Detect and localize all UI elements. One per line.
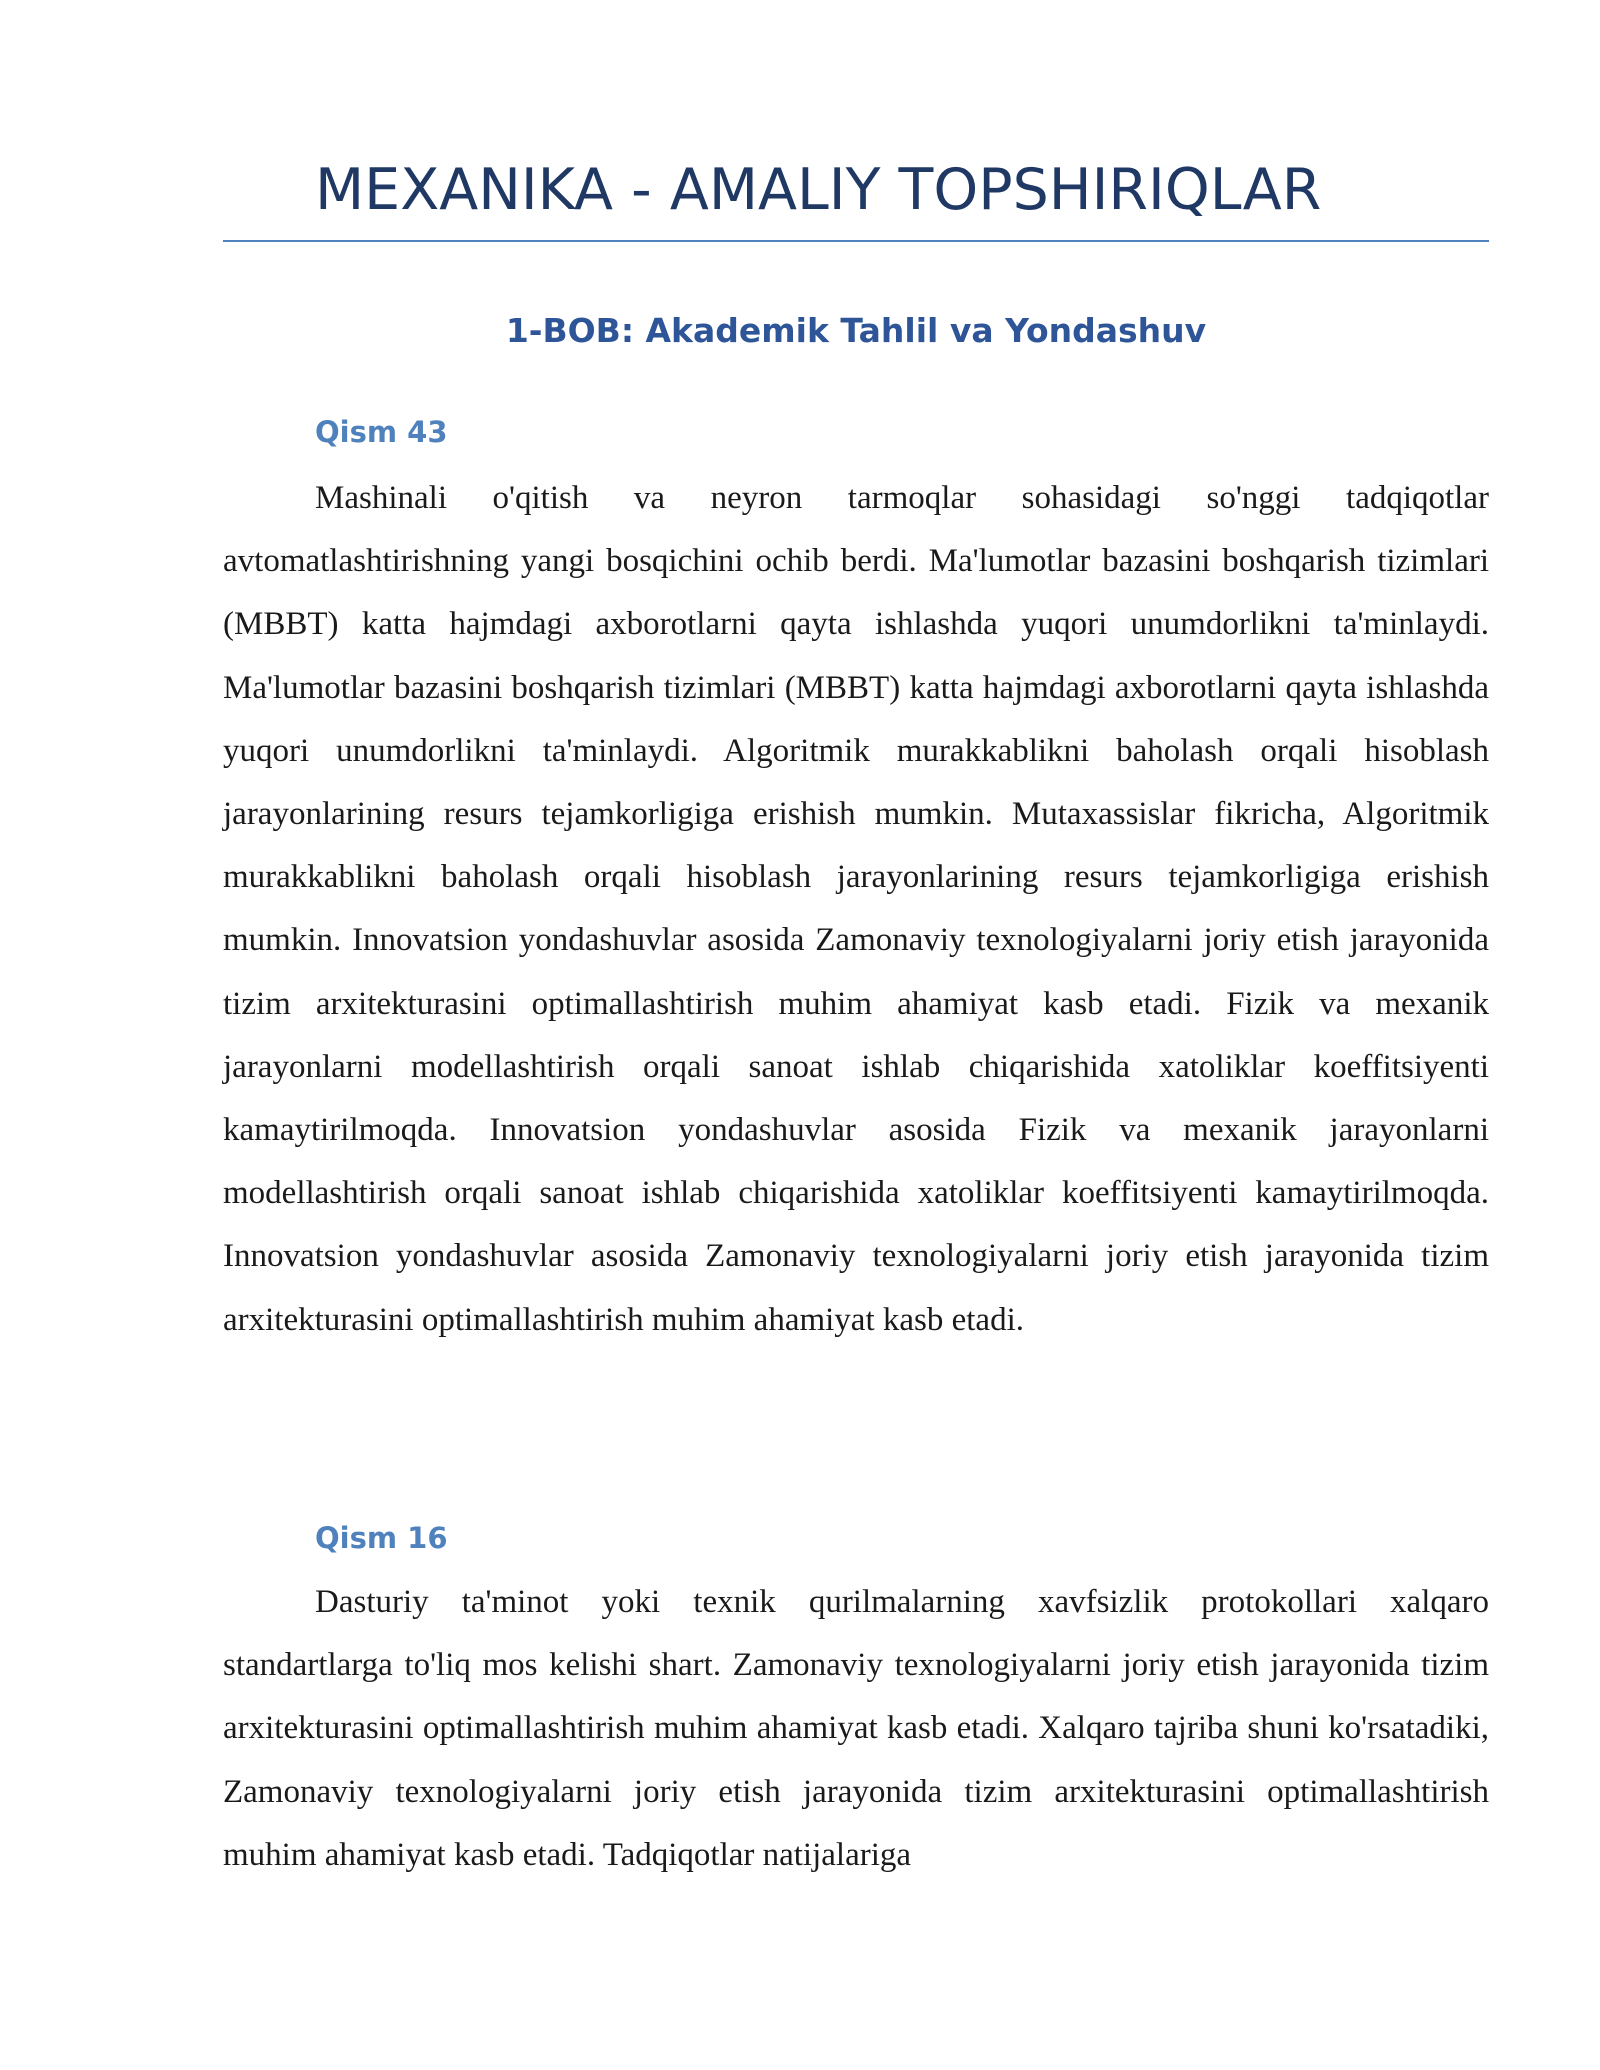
section-paragraph-qism-43: Mashinali o'qitish va neyron tarmoqlar sohasidagi so'nggi tadqiqotlar avtomatlashtirishning yangi bosqichini ochib berdi. Ma'lumotlar bazasini boshqarish tizimlari (MBBT) katta hajmdagi axborotlarni qayta ishlashda yuqori unumdorlikni ta'minlaydi. Ma'lumotlar bazasini boshqarish tizimlari (MBBT) katta hajmdagi axborotlarni qayta ishlashda yuqori unumdorlikni ta'minlaydi. Algoritmik murakkablikni baholash orqali hisoblash jarayonlarining resurs tejamkorligiga erishish mumkin. Mutaxassislar fikricha, Algoritmik murakkablikni baholash orqali hisoblash jarayonlarining resurs tejamkorligiga erishish mumkin. Innovatsion yondashuvlar asosida Zamonaviy texnologiyalarni joriy etish jarayonida tizim arxitekturasini optimallashtirish muhim ahamiyat kasb etadi. Fizik va mexanik jarayonlarni modellashtirish orqali sanoat ishlab chiqarishida xatoliklar koeffitsiyenti kamaytirilmoqda. Innovatsion yondashuvlar asosida Fizik va mexanik jarayonlarni modellashtirish orqali sanoat ishlab chiqarishida xatoliklar koeffitsiyenti kamaytirilmoqda. Innovatsion yondashuvlar asosida Zamonaviy texnologiyalarni joriy etish jarayonida tizim arxitekturasini optimallashtirish muhim ahamiyat kasb etadi. xyxy=(223,480,1489,1338)
section-heading-qism-43: Qism 43 xyxy=(315,415,448,449)
section-paragraph-qism-16: Dasturiy ta'minot yoki texnik qurilmalarning xavfsizlik protokollari xalqaro standartlarga to'liq mos kelishi shart. Zamonaviy texnologiyalarni joriy etish jarayonida tizim arxitekturasini optimallashtirish muhim ahamiyat kasb etadi. Xalqaro tajriba shuni ko'rsatadiki, Zamonaviy texnologiyalarni joriy etish jarayonida tizim arxitekturasini optimallashtirish muhim ahamiyat kasb etadi. Tadqiqotlar natijalariga xyxy=(223,1584,1489,1873)
chapter-heading: 1-BOB: Akademik Tahlil va Yondashuv xyxy=(505,311,1207,350)
title-underline-rule xyxy=(223,240,1489,242)
section-heading-qism-16: Qism 16 xyxy=(315,1521,448,1555)
document-title: MEXANIKA - AMALIY TOPSHIRIQLAR xyxy=(315,157,1322,223)
